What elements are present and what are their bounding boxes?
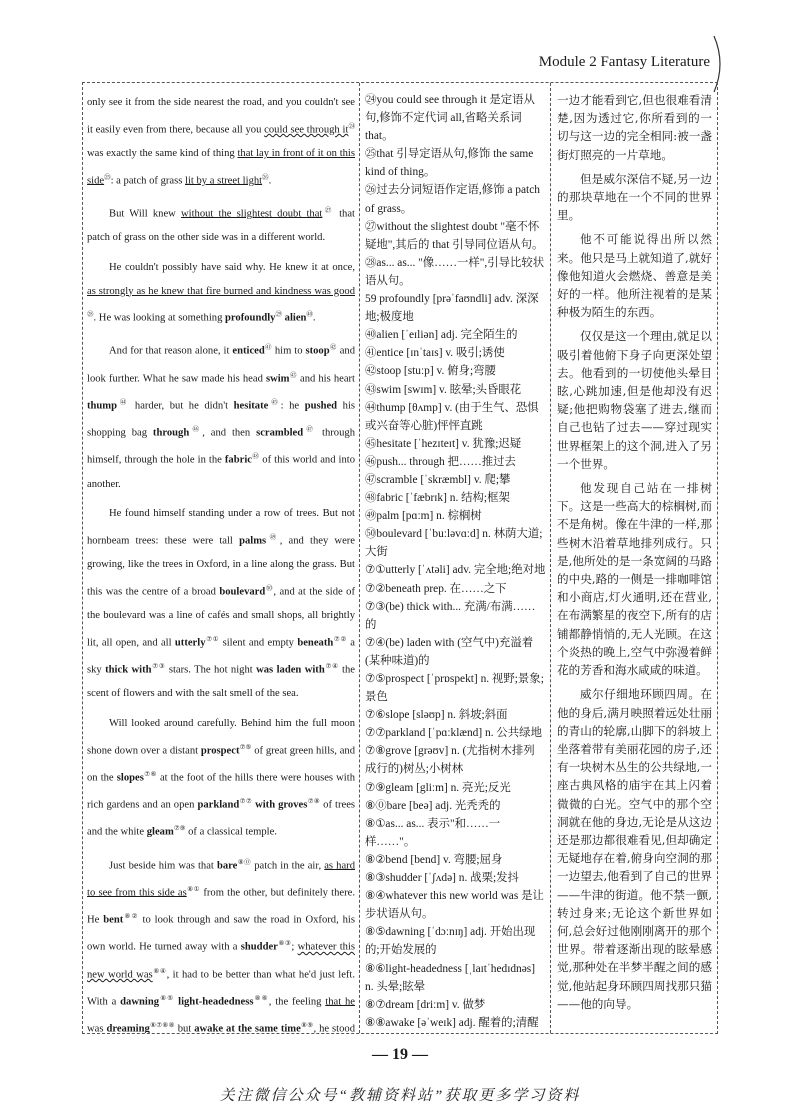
english-paragraph: He couldn't possibly have said why. He knew it at once, as strongly as he knew that fire burned and kindness was good$^㉘$. He was looking at something profoundly$^㉙$ alien$^㊵$.: [87, 261, 355, 324]
vocab-note: ㊹thump [θʌmp] v. (由于生气、恐惧或兴奋等心脏)怦怦直跳: [365, 401, 539, 432]
vocab-note: ⑦①utterly [ˈʌtəli] adv. 完全地;绝对地: [365, 564, 546, 577]
vocab-note: ㉔you could see through it 是定语从句,修饰不定代词 all,省略关系词 that。: [365, 94, 535, 143]
english-paragraph: He found himself standing under a row of trees. But not hornbeam trees: these were tall palms$^㊾$, and they were growing, like the trees in Oxford, in a line along the grass. But this was the centre of a broad boulevard$^㊿$, and at the side of the boulevard was a line of cafés and small shops, all brightly lit, all open, and all utterly⑦① silent and empty beneath⑦② a sky thick with⑦③ stars. The hot night was laden with⑦④ the scent of flowers and with the salt smell of the sea.: [87, 508, 356, 700]
vocab-note: ㊸swim [swɪm] v. 眩晕;头昏眼花: [365, 383, 522, 396]
english-paragraph: Will looked around carefully. Behind him the full moon shone down over a distant prospect⑦⑤ of great green hills, and on the slopes⑦⑥ at the foot of the hills there were houses with rich gardens and an open parkland⑦⑦ with groves⑦⑧ of trees and the white gleam⑦⑨ of a classical temple.: [87, 718, 356, 839]
page-header: [80, 52, 720, 78]
vocab-note: ⑦⑧grove [grəʊv] n. (尤指树木排列成行的)树丛;小树林: [365, 745, 535, 776]
vocab-note: ㊽fabric [ˈfæbrɪk] n. 结构;框架: [365, 492, 510, 505]
vocab-note: ㊻push... through 把……推过去: [365, 455, 516, 468]
vocab-note: ⑧⑦dream [driːm] v. 做梦: [365, 998, 486, 1011]
vocab-note: ⑧②bend [bend] v. 弯腰;屈身: [365, 853, 503, 866]
vocab-note: ⑦④(be) laden with (空气中)充溢着(某种味道)的: [365, 636, 534, 667]
vocab-note: ⑦⑨gleam [gliːm] n. 亮光;反光: [365, 781, 511, 794]
english-paragraph: And for that reason alone, it enticed$^㊶$ him to stoop$^㊷$ and look further. What he saw made his head swim$^㊸$ and his heart thump$^㊹$ harder, but he didn't hesitate$^㊺$: he pushed his shopping bag through$^㊻$, and then scrambled$^㊼$ through himself, through the hole in the fabric$^㊽$ of this world and into another.: [87, 344, 356, 490]
vocab-note: ㊷stoop [stuːp] v. 俯身;弯腰: [365, 365, 496, 378]
chinese-paragraph: 一边才能看到它,但也很难看清楚,因为透过它,你所看到的一切与这一边的完全相同:被一盏街灯照亮的一片草地。: [557, 93, 712, 162]
vocab-note: ⑦②beneath prep. 在……之下: [365, 582, 507, 595]
english-paragraph: only see it from the side nearest the road, and you couldn't see it easily even from there, because all you could see through $it^㉔$ was exactly the same kind of thing that lay in front of it on this side$^㉕$: a patch of grass lit by a street light$^㉖$.: [87, 97, 356, 187]
vocab-note: ㊶entice [ɪnˈtaɪs] v. 吸引;诱使: [365, 347, 505, 360]
vocab-note: ⑧①as... as... 表示"和……一样……"。: [365, 817, 501, 848]
english-text-column: [83, 83, 360, 1033]
vocab-note: ⑧⓪bare [beə] adj. 光秃秃的: [365, 799, 501, 812]
vocab-note: ⑧④whatever this new world was 是让步状语从句。: [365, 890, 544, 921]
chinese-paragraph: 威尔仔细地环顾四周。在他的身后,满月映照着远处壮丽的青山的轮廓,山脚下的斜坡上坐落着带有美丽花园的房子,还有一块树木丛生的公共绿地,一座古典风格的庙宇在其上闪着微微的白光。空气中的那个空洞就在他的身边,无论是从这边还是那边都很难看见,但却确定无疑地存在着,俯身向空洞的那一边望去,他看到了自己的世界——牛津的街道。他不禁一颤,转过身来;无论这个新世界如何,总会好过他刚刚离开的那个世界。带着逐渐出现的眩晕感觉,那种处在半梦半醒之间的感觉,他站起身环顾四周找那只猫——他的向导。: [557, 687, 712, 1011]
vocab-note: ㊼scramble [ˈskræmbl] v. 爬;攀: [365, 473, 511, 486]
chinese-paragraph: 他不可能说得出所以然来。他只是马上就知道了,就好像他知道火会燃烧、善意是美好的一样。他所注视着的是某种极为陌生的东西。: [557, 232, 712, 320]
notes-column: [360, 83, 551, 1033]
chinese-paragraph: 他发现自己站在一排树下。这是一些高大的棕榈树,而不是角树。像在牛津的一样,那些树木沿着草地排列成行。只是,他所处的是一条宽阔的马路的中央,路的一侧是一排咖啡馆和小商店,灯火通明,还在营业,在布满繁星的夜空下,所有的店铺都静悄悄的,无人光顾。在这个炎热的晚上,空气中弥漫着鲜花的芳香和海水咸咸的味道。: [557, 481, 712, 678]
vocab-note: ⑦③(be) thick with... 充满/布满……的: [365, 600, 536, 631]
vocab-note: ㉖过去分词短语作定语,修饰 a patch of grass。: [365, 184, 540, 215]
vocab-note: ⑦⑥slope [sləʊp] n. 斜坡;斜面: [365, 709, 508, 722]
vocab-note: ㊵alien [ˈeɪliən] adj. 完全陌生的: [365, 329, 518, 342]
vocab-note: ㊺hesitate [ˈhezɪteɪt] v. 犹豫;迟疑: [365, 437, 522, 450]
vocab-note: ㊿boulevard [ˈbuːləvɑːd] n. 林荫大道;大街: [365, 528, 543, 559]
vocab-note: ⑦⑦parkland [ˈpɑːklænd] n. 公共绿地: [365, 727, 542, 740]
chinese-paragraph: 仅仅是这一个理由,就足以吸引着他俯下身子向更深处望去。他看到的一切使他头晕目眩,心跳加速,但是他却没有迟疑;他把购物袋塞了进去,继而自己也钻了过去——穿过现实世界框架上的这个洞,进入了另一个世界。: [557, 329, 712, 471]
footer-promo: 关注微信公众号“教辅资料站”获取更多学习资料: [219, 1088, 581, 1104]
page-number: — 19 —: [372, 1046, 428, 1063]
vocab-note: ⑦⑤prospect [ˈprɒspekt] n. 视野;景象;景色: [365, 673, 544, 704]
vocab-note: ㉗without the slightest doubt "毫不怀疑地",其后的 that 引导同位语从句。: [365, 220, 544, 251]
vocab-note: ㉕that 引导定语从句,修饰 the same kind of thing。: [365, 148, 534, 179]
chinese-translation-column: [551, 83, 717, 1033]
module-title: Module 2 Fantasy Literature: [538, 54, 710, 70]
vocab-note: 59 profoundly [prəˈfaʊndli] adv. 深深地;极度地: [365, 293, 539, 324]
vocab-note: ㊾palm [pɑːm] n. 棕榈树: [365, 510, 482, 523]
content-frame: [82, 82, 718, 1034]
chinese-paragraph: 但是威尔深信不疑,另一边的那块草地在一个不同的世界里。: [557, 171, 712, 223]
english-paragraph: Just beside him was that bare⑧⓪ patch in the air, as hard to see from this side as⑧① from the other, but definitely there. He bent⑧② to look through and saw the road in Oxford, his own world. He turned away with a shudder⑧③; whatever this new world was⑧④, it had to be better than what he'd just left. With a dawning⑧⑤ light-headedness⑧⑥, the feeling that he was dreaming⑧⑦⑧⑧ but awake at the same time⑧⑨, he stood: [87, 858, 356, 1033]
vocab-note: ㉘as... as... "像……一样",引导比较状语从句。: [365, 256, 545, 287]
vocab-note: ⑧⑥light-headedness [ˌlaɪtˈhedɪdnəs] n. 头晕;眩晕: [365, 962, 536, 993]
vocab-note: ⑧⑧awake [əˈweɪk] adj. 醒着的;清醒: [365, 1016, 539, 1029]
vocab-note: ⑧③shudder [ˈʃʌdə] n. 战栗;发抖: [365, 872, 519, 885]
vocab-note: ⑧⑤dawning [ˈdɔːnɪŋ] adj. 开始出现的;开始发展的: [365, 926, 536, 957]
english-paragraph: But Will knew without the slightest doubt that$^㉗$ that patch of grass on the other side was in a different world.: [87, 206, 355, 244]
